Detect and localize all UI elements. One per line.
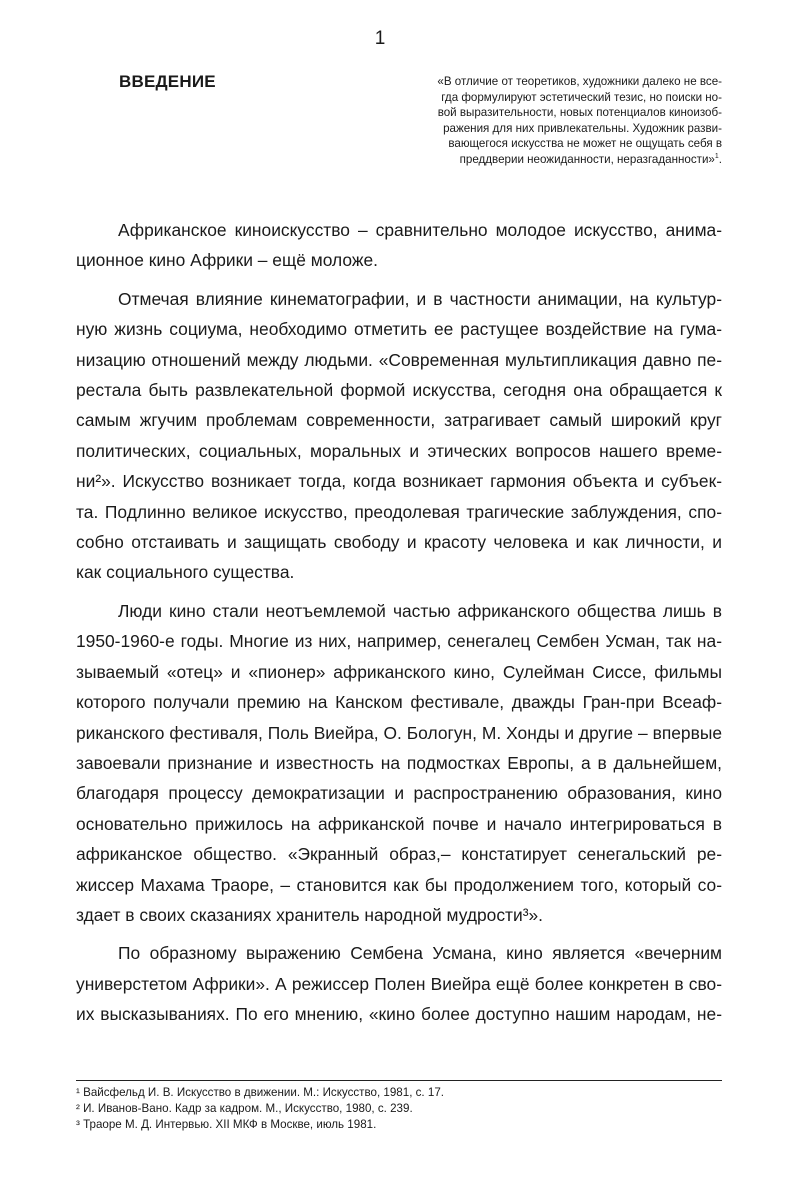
- text-line: завоевали признание и известность на подмостках Европы, а в дальнейшем,: [76, 752, 722, 773]
- text-line: которого получали премию на Канском фестивале, дважды Гран-при Всеаф-: [76, 692, 722, 713]
- text-line: самым жгучим проблемам современности, затрагивает самый широкий круг: [76, 410, 722, 431]
- text-line: их высказываниях. По его мнению, «кино более доступно нашим народам, не-: [76, 1004, 722, 1025]
- text-line: как социального существа.: [76, 562, 295, 583]
- epigraph-line: ражения для них привлекательны. Художник разви-: [443, 121, 722, 135]
- text-line: ни²». Искусство возникает тогда, когда возникает гармония объекта и субъек-: [76, 471, 722, 492]
- text-line: здает в своих сказаниях хранитель народной мудрости³».: [76, 904, 543, 925]
- text-line: ционное кино Африки – ещё моложе.: [76, 250, 378, 271]
- text-line: 1950-1960-е годы. Многие из них, например, сенегалец Сембен Усман, так на-: [76, 631, 722, 652]
- text-line: Африканское киноискусство – сравнительно молодое искусство, анима-: [118, 220, 722, 240]
- epigraph: [418, 74, 722, 168]
- footnote-3: ³ Траоре М. Д. Интервью. XII МКФ в Москве, июль 1981.: [76, 1118, 377, 1131]
- text-line: Люди кино стали неотъемлемой частью африканского общества лишь в: [118, 600, 722, 621]
- text-line: та. Подлинно великое искусство, преодолевая трагические заблуждения, спо-: [76, 501, 722, 522]
- epigraph-line: вой выразительности, новых потенциалов киноизоб-: [437, 106, 722, 120]
- text-line: политических, социальных, моральных и этических вопросов нашего време-: [76, 440, 722, 461]
- footnote-divider: [76, 1080, 722, 1081]
- epigraph-line: преддверии неожиданности, неразгаданности»$^1$.: [459, 152, 722, 166]
- paragraph: [76, 596, 722, 930]
- epigraph-line: «В отличие от теоретиков, художники далеко не все-: [437, 75, 722, 88]
- epigraph-line: вающегося искусства не может не ощущать себя в: [448, 137, 722, 151]
- paragraph: [76, 938, 722, 1029]
- text-line: рестала быть развлекательной формой искусства, сегодня она обращается к: [76, 380, 722, 401]
- body-text: [76, 215, 722, 1038]
- text-line: благодаря процессу демократизации и распространению образования, кино: [76, 783, 722, 804]
- text-line: африканское общество. «Экранный образ,– констатирует сенегальский ре-: [76, 844, 722, 865]
- text-line: основательно прижилось на африканской почве и начало интегрироваться в: [76, 813, 722, 834]
- epigraph-last-text: преддверии неожиданности, неразгаданности»: [459, 152, 715, 166]
- footnotes: [76, 1085, 722, 1133]
- paragraph: [76, 284, 722, 588]
- footnote-1: ¹ Вайсфельд И. В. Искусство в движении. М.: Искусство, 1981, с. 17.: [76, 1086, 444, 1099]
- paragraph: [76, 215, 722, 276]
- text-line: риканского фестиваля, Поль Виейра, О. Бологун, М. Хонды и другие – впервые: [76, 722, 722, 743]
- page-number: 1: [374, 28, 386, 49]
- text-line: жиссер Махама Траоре, – становится как бы продолжением того, который со-: [76, 874, 722, 895]
- text-line: По образному выражению Сембена Усмана, кино является «вечерним: [118, 943, 722, 964]
- text-line: ную жизнь социума, необходимо отметить ее растущее воздействие на гума-: [76, 319, 722, 340]
- text-line: низацию отношений между людьми. «Современная мультипликация давно пе-: [76, 349, 722, 370]
- section-heading: ВВЕДЕНИЕ: [119, 72, 216, 91]
- epigraph-footnote-mark: 1: [714, 153, 719, 161]
- text-line: универстетом Африки». А режиссер Полен Виейра ещё более конкретен в сво-: [76, 973, 722, 994]
- footnote-2: ² И. Иванов-Вано. Кадр за кадром. М., Искусство, 1980, с. 239.: [76, 1102, 413, 1115]
- text-line: собно отстаивать и защищать свободу и красоту человека и как личности, и: [76, 532, 722, 553]
- text-line: Отмечая влияние кинематографии, и в частности анимации, на культур-: [118, 288, 722, 309]
- text-line: зываемый «отец» и «пионер» африканского кино, Сулейман Сиссе, фильмы: [76, 661, 722, 682]
- epigraph-line: гда формулируют эстетический тезис, но поиски но-: [441, 90, 722, 104]
